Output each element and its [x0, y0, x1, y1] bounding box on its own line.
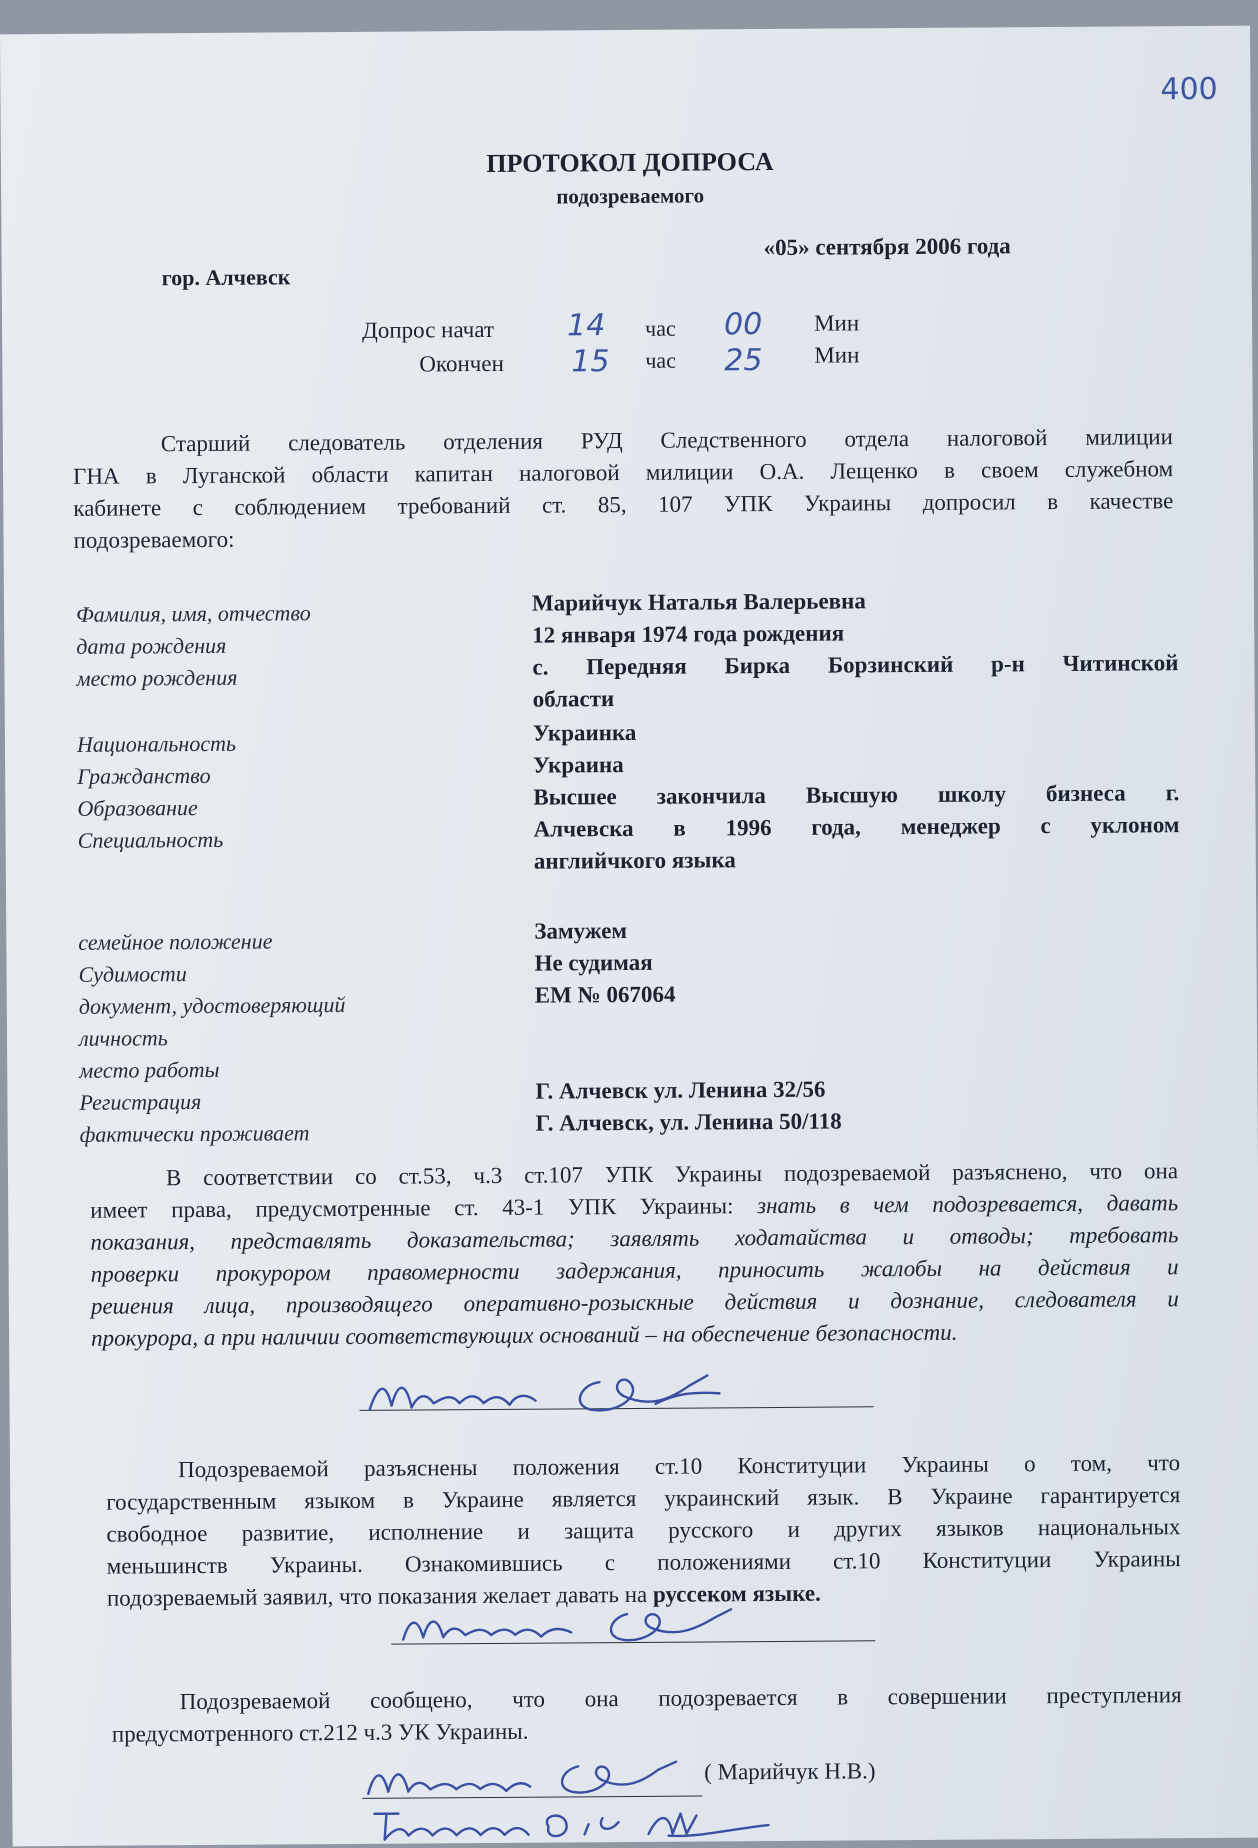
education-value-cont: английчкого языка	[533, 847, 736, 874]
rights-line: имеет права, предусмотренные ст. 43-1 УПК Украины: знать в чем подозревается, давать	[90, 1190, 1179, 1223]
suspicion-line: предусмотренного ст.212 ч.3 УК Украины.	[111, 1718, 529, 1747]
language-line: Подозреваемой разъяснены положения ст.10 Конституции Украины о том, что	[177, 1450, 1181, 1483]
signature-mark	[391, 1599, 811, 1652]
registration-value: Г. Алчевск ул. Ленина 32/56	[535, 1076, 826, 1104]
rights-line: показания, представлять доказательства; заявлять ходатайства и отводы; требовать	[90, 1222, 1179, 1255]
document-title: ПРОТОКОЛ ДОПРОСА	[486, 146, 774, 178]
signer-name: ( Марийчук Н.В.)	[704, 1758, 876, 1785]
end-min-word: Мин	[814, 342, 860, 368]
end-min: 25	[724, 343, 763, 379]
marital-label: семейное положение	[78, 928, 273, 955]
convictions-value: Не судимая	[534, 949, 653, 976]
convictions-label: Судимости	[78, 961, 187, 987]
start-hour-word: час	[644, 315, 676, 341]
language-line: подозреваемый заявил, что показания желает давать на руссеком языке.	[106, 1580, 821, 1611]
intro-line: подозреваемого:	[73, 526, 235, 553]
suspicion-line: Подозреваемой сообщено, что она подозревается в совершении преступления	[179, 1682, 1182, 1715]
document-subtitle: подозреваемого	[556, 183, 705, 209]
work-label: место работы	[79, 1056, 220, 1083]
signature-mark	[359, 1363, 819, 1426]
intro-line: Старший следователь отделения РУД Следственного отдела налоговой милиции	[160, 424, 1173, 457]
signature-mark	[358, 1752, 698, 1804]
rights-line: проверки прокурором правомерности задержания, приносить жалобы на действия и	[90, 1254, 1179, 1287]
residence-label: фактически проживает	[79, 1120, 310, 1147]
education-value-cont: Алчевска в 1996 года, менеджер с уклоном	[533, 812, 1180, 842]
city: гор. Алчевск	[161, 264, 291, 291]
rights-line: В соответствии со ст.53, ч.3 ст.107 УПК Украины подозреваемой разъяснено, что она	[165, 1158, 1179, 1191]
language-line: свободное развитие, исполнение и защита русского и других языков национальных	[106, 1514, 1181, 1547]
education-value: Высшее закончила Высшую школу бизнеса г.	[533, 780, 1180, 810]
end-hour-word: час	[645, 347, 676, 373]
intro-line: кабинете с соблюдением требований ст. 85, 107 УПК Украины допросил в качестве	[73, 488, 1174, 521]
end-label: Окончен	[419, 350, 504, 377]
signature-mark	[368, 1803, 788, 1846]
pob-value-cont: области	[532, 686, 615, 712]
id-label: документ, удостоверяющий	[78, 991, 346, 1019]
fio-label: Фамилия, имя, отчество	[75, 600, 311, 627]
registration-label: Регистрация	[79, 1088, 202, 1115]
nationality-value: Украинка	[532, 719, 637, 746]
residence-value: Г. Алчевск, ул. Ленина 50/118	[535, 1108, 842, 1136]
language-line: меньшинств Украины. Ознакомившись с положениями ст.10 Конституции Украины	[106, 1546, 1181, 1579]
start-min-word: Мин	[813, 310, 860, 336]
specialty-label: Специальность	[77, 826, 224, 853]
document-page	[0, 26, 1258, 1847]
start-min: 00	[723, 307, 763, 343]
nationality-label: Национальность	[76, 730, 237, 757]
marital-value: Замужем	[534, 918, 628, 944]
fio-value: Марийчук Наталья Валерьевна	[531, 588, 866, 616]
end-hour: 15	[571, 344, 610, 380]
start-label: Допрос начат	[362, 316, 495, 343]
citizenship-label: Гражданство	[77, 762, 211, 789]
dob-value: 12 января 1974 года рождения	[532, 620, 845, 648]
start-hour: 14	[566, 308, 606, 344]
handwritten-page-number: 400	[1160, 71, 1218, 108]
id-value: ЕМ № 067064	[534, 981, 676, 1008]
rights-line: прокурора, а при наличии соответствующих оснований – на обеспечение безопасности.	[91, 1319, 958, 1351]
rights-line: решения лица, производящего оперативно-розыскные действия и дознание, следователя и	[90, 1286, 1179, 1319]
document-date: «05» сентября 2006 года	[763, 233, 1011, 261]
dob-label: дата рождения	[76, 632, 227, 659]
pob-label: место рождения	[76, 664, 238, 691]
citizenship-value: Украина	[533, 752, 624, 778]
pob-value: с. Передняя Бирка Борзинский р-н Читинской	[532, 650, 1179, 680]
education-label: Образование	[77, 795, 198, 821]
intro-line: ГНА в Луганской области капитан налоговой милиции О.А. Лещенко в своем служебном	[73, 456, 1174, 489]
language-line: государственным языком в Украине является украинский язык. В Украине гарантируется	[106, 1482, 1181, 1515]
id-label-cont: личность	[78, 1025, 168, 1051]
